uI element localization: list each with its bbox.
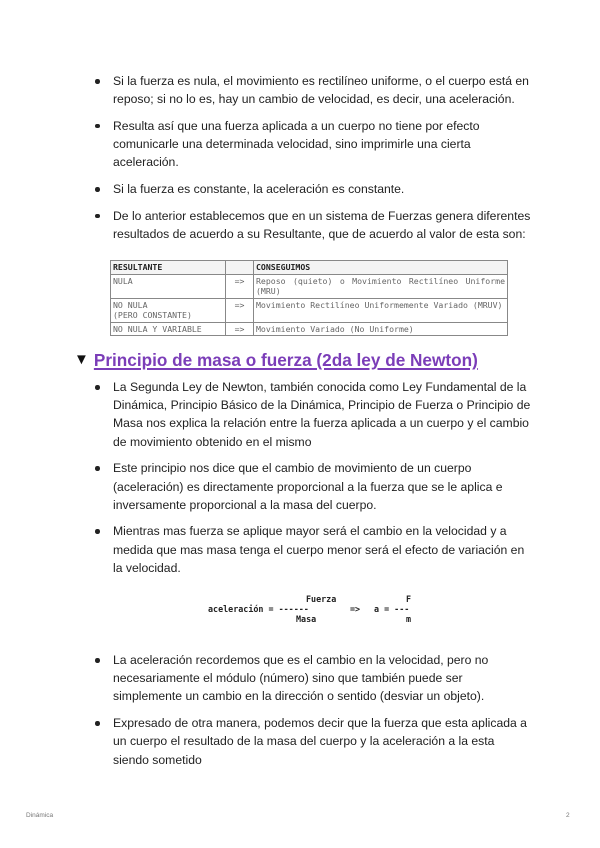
bullet-list-middle [93,378,533,586]
list-item: Mientras mas fuerza se aplique mayor será el cambio en la velocidad y a medida que mas masa tenga el cuerpo menor será el efecto de variación en la velocidad. [93,522,533,577]
table-cell: NO NULA Y VARIABLE [111,322,226,336]
table-cell: Movimiento Rectilíneo Uniformemente Variado (MRUV) [254,298,508,322]
formula-lhs: aceleración = ------ [208,604,309,614]
table-cell: Reposo (quieto) o Movimiento Rectilíneo Uniforme (MRU) [254,274,508,298]
table-header-row [111,261,508,275]
table-cell: Movimiento Variado (No Uniforme) [254,322,508,336]
table-header-cell [226,261,254,275]
table-cell: => [226,322,254,336]
list-item: De lo anterior establecemos que en un sistema de Fuerzas genera diferentes resultados de acuerdo a su Resultante, que de acuerdo al valor de esta son: [93,207,533,243]
table-cell: => [226,298,254,322]
list-item: La Segunda Ley de Newton, también conocida como Ley Fundamental de la Dinámica, Principio Básico de la Dinámica, Principio de Fuerza o Principio de Masa nos explica la relación entre la fuerza aplicada a un cuerpo y el cambio de movimiento obtenido en el mismo [93,378,533,451]
list-item: Expresado de otra manera, podemos decir que la fuerza que esta aplicada a un cuerpo el resultado de la masa del cuerpo y la aceleración a la esta siendo sometido [93,714,533,769]
footer-doc-title: Dinámica [26,812,54,819]
list-item: Este principio nos dice que el cambio de movimiento de un cuerpo (aceleración) es directamente proporcional a la fuerza que se le aplica e inversamente proporcional a la masa del cuerpo. [93,459,533,514]
list-item: Si la fuerza es constante, la aceleración es constante. [93,180,533,198]
table-cell: NULA [111,274,226,298]
formula-numerator-left: Fuerza [306,594,337,604]
formula-arrow: => [350,604,361,614]
table-row [111,298,508,322]
table-header-cell: RESULTANTE [111,261,226,275]
formula-numerator-right: F [406,594,412,604]
formula-denominator-left: Masa [296,614,317,624]
table-cell: NO NULA (PERO CONSTANTE) [111,298,226,322]
footer-page-number: 2 [566,812,570,819]
section-heading [74,349,554,371]
collapse-toggle-icon[interactable]: ▼ [74,351,89,368]
table-cell: => [226,274,254,298]
resultant-table [110,260,508,336]
bullet-list-top [93,72,533,252]
list-item: Si la fuerza es nula, el movimiento es rectilíneo uniforme, o el cuerpo está en reposo; si no lo es, hay un cambio de velocidad, es decir, una aceleración. [93,72,533,108]
formula-rhs: a = --- [374,604,410,614]
table-row [111,322,508,336]
list-item: Resulta así que una fuerza aplicada a un cuerpo no tiene por efecto comunicarle una determinada velocidad, sino imprimirle una cierta aceleración. [93,117,533,172]
list-item: La aceleración recordemos que es el cambio en la velocidad, pero no necesariamente el módulo (número) sino que también puede ser simplemente un cambio en la dirección o sentido (desviar un objeto). [93,651,533,706]
section-title-link[interactable]: Principio de masa o fuerza (2da ley de Newton) [93,350,478,370]
bullet-list-bottom [93,651,533,777]
table-header-cell: CONSEGUIMOS [254,261,508,275]
formula-denominator-right: m [406,614,412,624]
table-row [111,274,508,298]
